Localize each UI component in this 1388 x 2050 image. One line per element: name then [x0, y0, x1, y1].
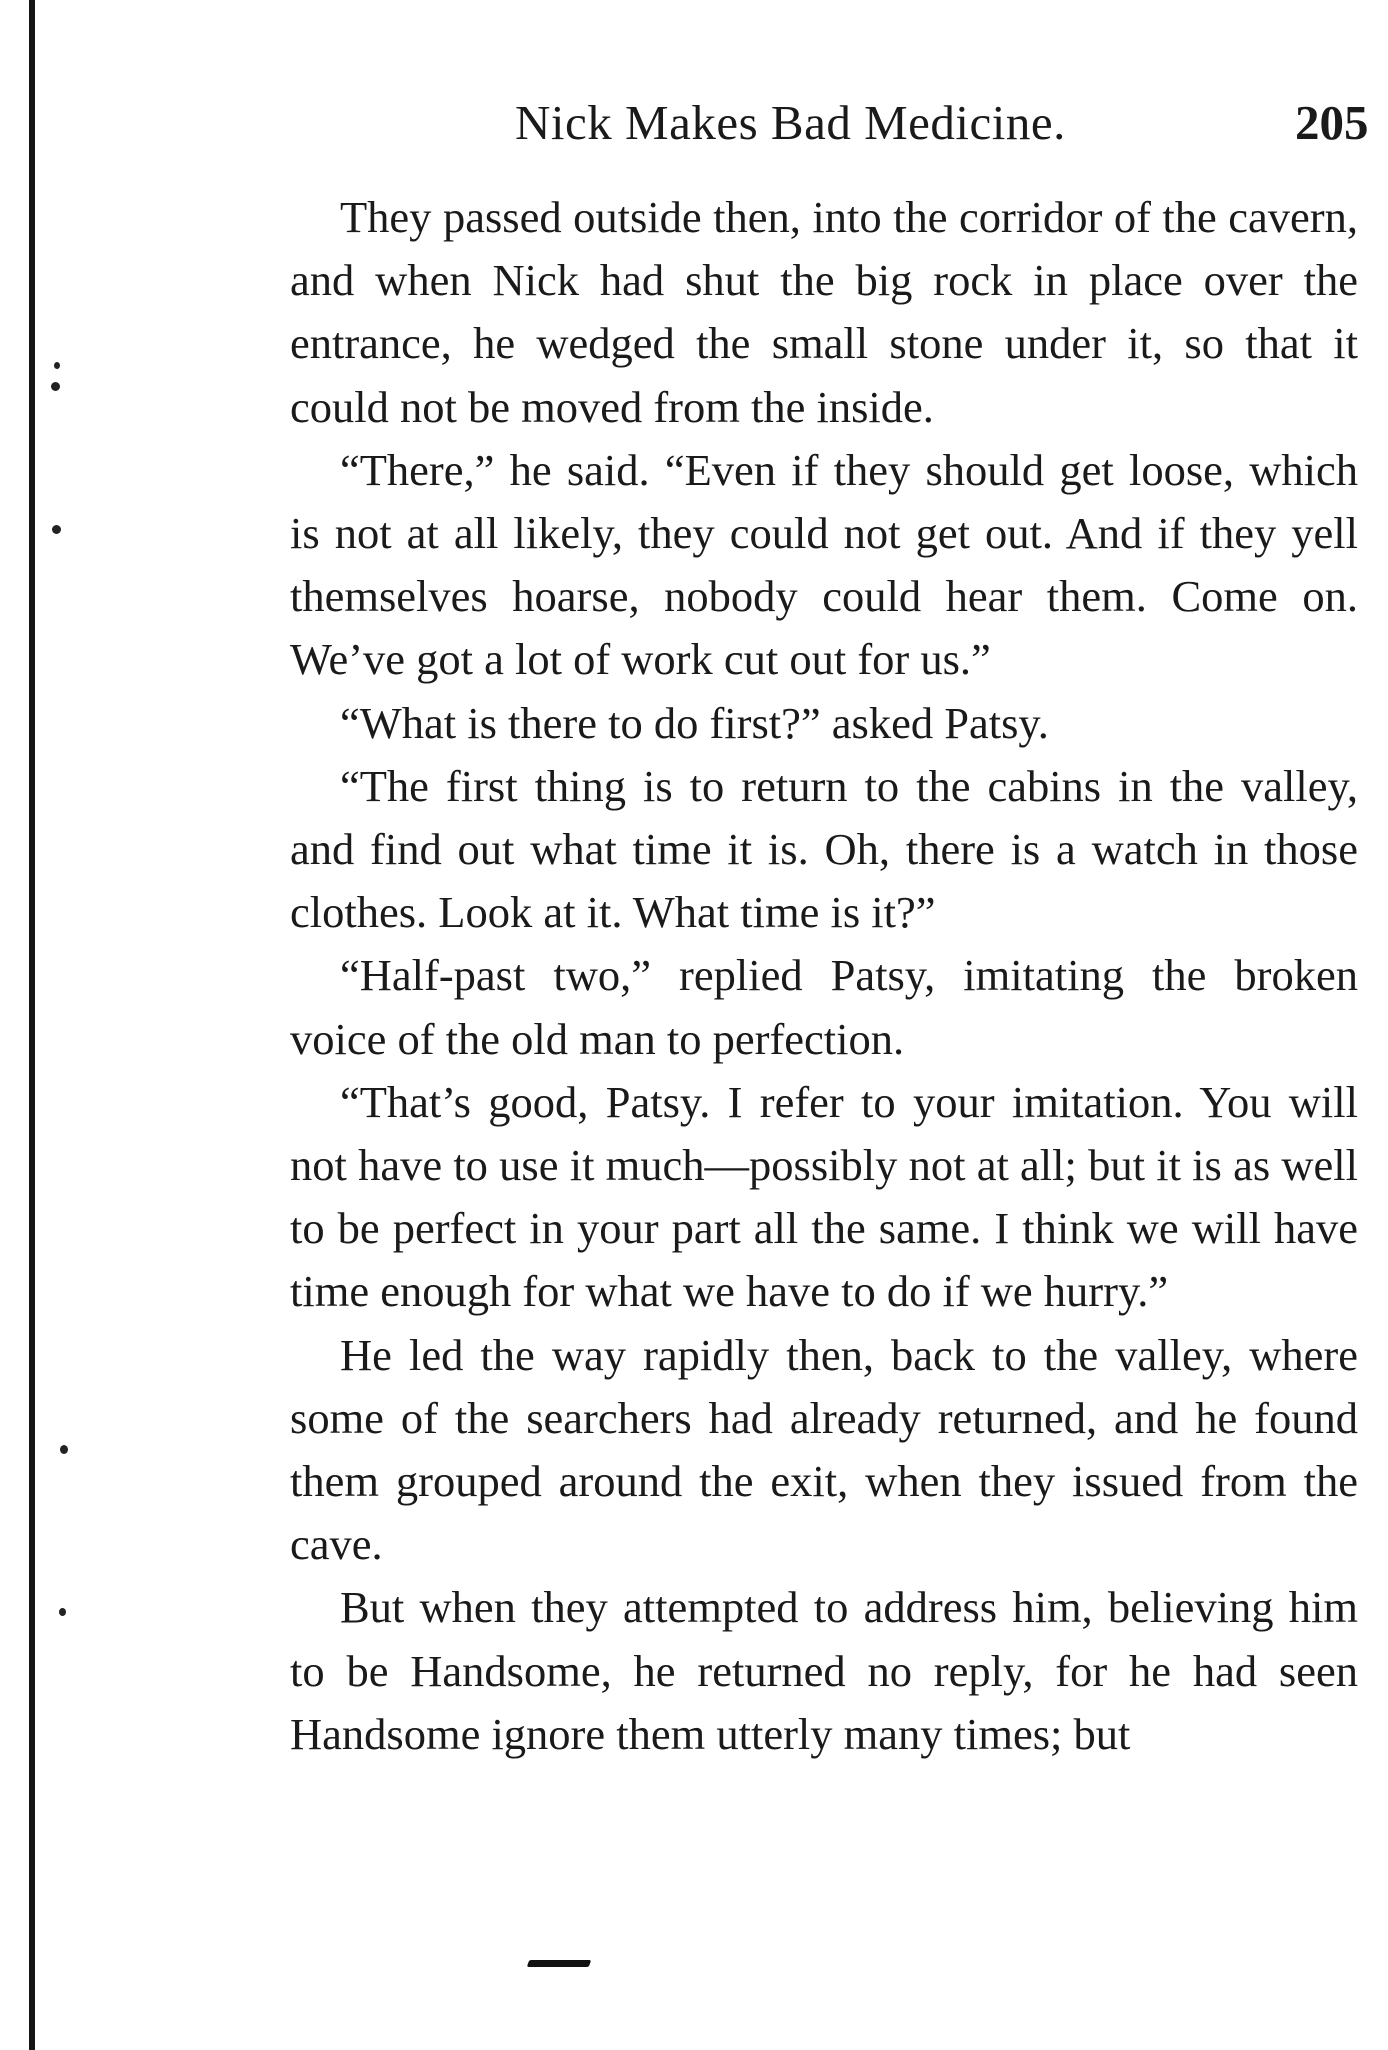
- paragraph: “The first thing is to return to the cabins in the valley, and find out what time it is. Oh, there is a watch in those clothes. Look at it. What time is it?”: [290, 760, 1358, 938]
- paragraph: “What is there to do first?” asked Patsy.: [340, 697, 1049, 748]
- page-header: [290, 94, 1388, 164]
- paragraph: “That’s good, Patsy. I refer to your imitation. You will not have to use it much—possibly not at all; but it is as well to be perfect in your part all the same. I think we will have time enough for what we have to do if we hurry.”: [290, 1076, 1358, 1317]
- body-text: [290, 186, 1358, 1766]
- paragraph: “There,” he said. “Even if they should get loose, which is not at all likely, they could not get out. And if they yell themselves hoarse, nobody could hear them. Come on. We’ve got a lot of work cut out for us.”: [290, 444, 1358, 685]
- printer-mark: [527, 1960, 592, 1967]
- page-edge-rule: [29, 0, 35, 2050]
- paragraph: He led the way rapidly then, back to the valley, where some of the searchers had already returned, and he found them grouped around the exit, when they issued from the cave.: [290, 1329, 1358, 1570]
- paragraph: They passed outside then, into the corridor of the cavern, and when Nick had shut the big rock in place over the entrance, he wedged the small stone under it, so that it could not be moved from the inside.: [290, 192, 1358, 432]
- paragraph: “Half-past two,” replied Patsy, imitating the broken voice of the old man to perfection.: [290, 950, 1358, 1064]
- running-title: Nick Makes Bad Medicine.: [515, 95, 1066, 150]
- paragraph: But when they attempted to address him, believing him to be Handsome, he returned no reply, for he had seen Handsome ignore them utterly many times; but: [290, 1582, 1358, 1759]
- page-number: 205: [1295, 95, 1369, 150]
